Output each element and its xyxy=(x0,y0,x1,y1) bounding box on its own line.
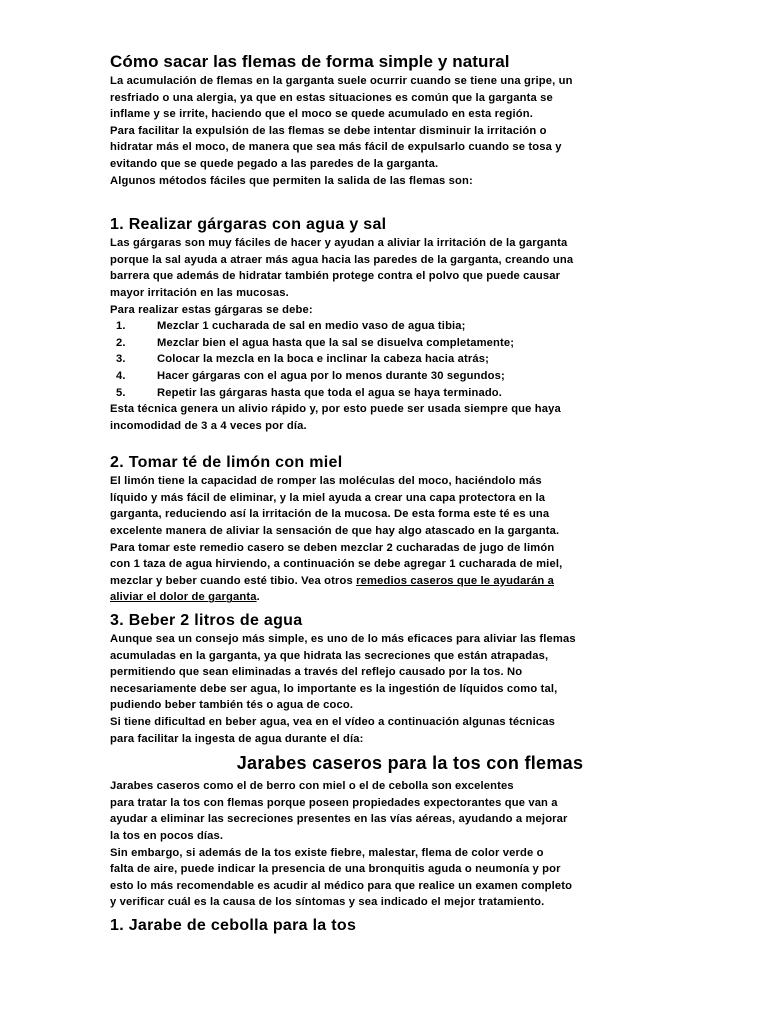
step-number: 3. xyxy=(116,353,126,366)
section-3-heading: 3. Beber 2 litros de agua xyxy=(110,612,303,630)
section-1-heading: 1. Realizar gárgaras con agua y sal xyxy=(110,216,387,234)
section-1-closing: Esta técnica genera un alivio rápido y, por esto puede ser usada siempre que haya incomodidad de 3 a 4 veces por día. xyxy=(110,403,561,432)
list-item xyxy=(110,351,710,368)
document-title: Cómo sacar las flemas de forma simple y natural xyxy=(110,52,510,71)
home-remedies-link-part-1[interactable]: remedios caseros que le ayudarán a xyxy=(356,574,554,587)
step-text: Colocar la mezcla en la boca e inclinar la cabeza hacia atrás; xyxy=(157,353,490,366)
section-5-heading: 1. Jarabe de cebolla para la tos xyxy=(110,916,357,934)
document-content xyxy=(110,52,710,936)
list-item xyxy=(110,368,710,385)
step-text: Hacer gárgaras con el agua por lo menos durante 30 segundos; xyxy=(157,369,505,382)
list-item xyxy=(110,385,710,402)
section-4-heading: Jarabes caseros para la tos con flemas xyxy=(236,753,584,774)
section-4-body: Jarabes caseros como el de berro con miel o el de cebolla son excelentes para tratar la tos con flemas porque poseen propiedades expectorantes que van a ayudar a eliminar las secreciones presentes en las vías aéreas, ayudando a mejorar la tos en pocos días. Sin embargo, si además de la tos existe fiebre, malestar, flema de color verde o falta de aire, puede indicar la presencia de una bronquitis aguda o neumonía y por esto lo más recomendable es acudir al médico para que realice un examen completo y verificar cuál es la causa de los síntomas y sea indicado el mejor tratamiento. xyxy=(110,780,573,909)
section-2-heading: 2. Tomar té de limón con miel xyxy=(110,454,343,472)
section-2-after-link: . xyxy=(256,591,260,604)
section-1-body: Las gárgaras son muy fáciles de hacer y ayudan a aliviar la irritación de la garganta porque la sal ayuda a atraer más agua hacia las paredes de la garganta, creando una barrera que además de hidratar también protege contra el polvo que puede causar mayor irritación en las mucosas. Para realizar estas gárgaras se debe: xyxy=(110,237,574,316)
section-3-body: Aunque sea un consejo más simple, es uno de lo más eficaces para aliviar las flemas acumuladas en la garganta, ya que hidrata las secreciones que están atrapadas, permitiendo que sean eliminadas a través del reflejo causado por la tos. No necesariamente debe ser agua, lo importante es la ingestión de líquidos como tal, pudiendo beber también tés o agua de coco. Si tiene dificultad en beber agua, vea en el vídeo a continuación algunas técnicas para facilitar la ingesta de agua durante el día: xyxy=(110,633,576,745)
gargle-steps-list xyxy=(110,318,710,401)
home-remedies-link-part-2[interactable]: aliviar el dolor de garganta xyxy=(110,591,257,604)
step-number: 5. xyxy=(116,386,126,399)
step-text: Mezclar bien el agua hasta que la sal se disuelva completamente; xyxy=(157,336,515,349)
section-2-text: El limón tiene la capacidad de romper las moléculas del moco, haciéndolo más líquido y más fácil de eliminar, y la miel ayuda a crear una capa protectora en la garganta, reduciendo así la irritación de la mucosa. De esta forma este té es una excelente manera de aliviar la sensación de que hay algo atascado en la garganta. Para tomar este remedio casero se deben mezclar 2 cucharadas de jugo de limón con 1 taza de agua hirviendo, a continuación se debe agregar 1 cucharada de miel, mezclar y beber cuando esté tibio. Vea otros xyxy=(110,475,563,587)
section-2-body xyxy=(110,473,710,606)
list-item xyxy=(110,318,710,335)
step-number: 4. xyxy=(116,369,126,382)
step-number: 1. xyxy=(116,320,126,333)
step-text: Repetir las gárgaras hasta que toda el agua se haya terminado. xyxy=(157,386,503,399)
list-item xyxy=(110,335,710,352)
step-text: Mezclar 1 cucharada de sal en medio vaso de agua tibia; xyxy=(157,320,466,333)
step-number: 2. xyxy=(116,336,126,349)
intro-paragraph: La acumulación de flemas en la garganta suele ocurrir cuando se tiene una gripe, un resfriado o una alergia, ya que en estas situaciones es común que la garganta se inflame y se irrite, haciendo que el moco se quede acumulado en esta región. Para facilitar la expulsión de las flemas se debe intentar disminuir la irritación o hidratar más el moco, de manera que sea más fácil de expulsarlo cuando se tosa y evitando que se quede pegado a las paredes de la garganta. Algunos métodos fáciles que permiten la salida de las flemas son: xyxy=(110,75,573,187)
